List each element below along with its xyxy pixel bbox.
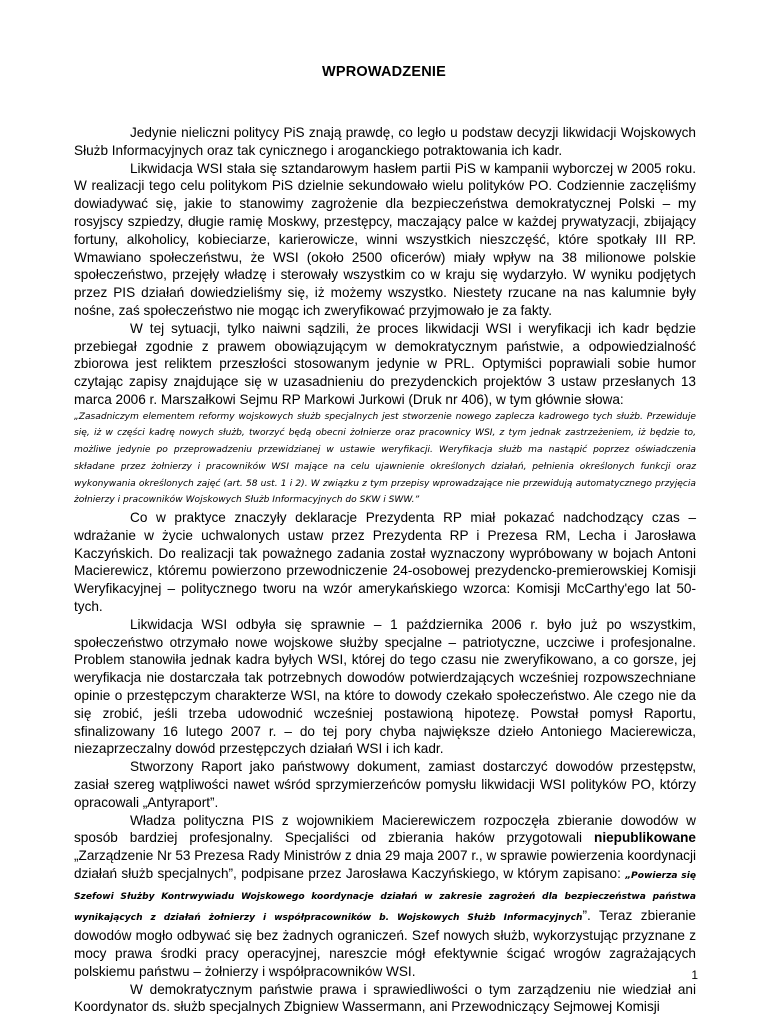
document-body <box>74 124 696 1016</box>
paragraph-3: W tej sytuacji, tylko naiwni sądzili, że proces likwidacji WSI i weryfikacji ich kadr będzie przebiegał zgodnie z prawem obowiązującym w demokratycznym państwie, a odpowiedzialność zbiorowa jest reliktem przeszłości stosowanym jedynie w PRL. Optymiści poprawiali sobie humor czytając zapisy znajdujące się w uzasadnieniu do prezydenckich projektów 3 ustaw przesłanych 13 marca 2006 r. Marszałkowi Sejmu RP Markowi Jurkowi (Druk nr 406), w tym głównie słowa: <box>74 320 696 407</box>
page-title: WPROWADZENIE <box>321 64 447 80</box>
paragraph-7-bold: niepublikowane <box>594 830 696 846</box>
paragraph-7-text-b: „Zarządzenie Nr 53 Prezesa Rady Ministrów z dnia 29 maja 2007 r., w sprawie powierzenia koordynacji działań służb specjalnych”, podpisane przez Jarosława Kaczyńskiego, w którym zapisano: <box>74 848 696 881</box>
paragraph-2: Likwidacja WSI stała się sztandarowym hasłem partii PiS w kampanii wyborczej w 2005 roku. W realizacji tego celu politykom PiS dzielnie sekundowało wielu polityków PO. Codziennie zaczęliśmy dowiadywać się, jakie to stanowimy zagrożenie dla bezpieczeństwa demokratycznej Polski – my rosyjscy szpiedzy, długie ramię Moskwy, przestępcy, maczający palce w każdej prywatyzacji, zbijający fortuny, alkoholicy, kobieciarze, karierowicze, winni wszystkich nieszczęść, które spotkały III RP. Wmawiano społeczeństwu, że WSI (około 2500 oficerów) miały wpływ na 38 milionowe polskie społeczeństwo, przejęły władzę i sterowały wszystkim co w kraju się wydarzyło. W wyniku podjętych przez PIS działań dowiedzieliśmy się, iż możemy wszystko. Niestety rzucane na nas kalumnie były nośne, zaś społeczeństwo nie mogąc ich zweryfikować przyjmowało je za fakty. <box>74 160 696 318</box>
paragraph-8: W demokratycznym państwie prawa i sprawiedliwości o tym zarządzeniu nie wiedział ani Koordynator ds. służb specjalnych Zbigniew Wassermann, ani Przewodniczący Sejmowej Komisji <box>74 981 696 1015</box>
paragraph-6: Stworzony Raport jako państwowy dokument, zamiast dostarczyć dowodów przestępstw, zasiał szereg wątpliwości nawet wśród sprzymierzeńców pomysłu likwidacji WSI polityków PO, którzy opracowali „Antyraport”. <box>74 759 696 810</box>
paragraph-5: Likwidacja WSI odbyła się sprawnie – 1 października 2006 r. było już po wszystkim, społeczeństwo otrzymało nowe wojskowe służby specjalne – patriotyczne, uczciwe i profesjonalne. Problem stanowiła jednak kadra byłych WSI, której do tego czasu nie zweryfikowano, a co gorsze, jej weryfikacja nie dostarczała tak potrzebnych dowodów potwierdzających wcześniej rozpowszechniane opinie o przestępczym charakterze WSI, na które to dowody czekało społeczeństwo. Ale czego nie da się zrobić, jeśli trzeba udowodnić wcześniej postawioną hipotezę. Powstał pomysł Raportu, sfinalizowany 16 lutego 2007 r. – do tej pory chyba największe dzieło Antoniego Macierewicza, niezaprzeczalny dowód przestępczych działań WSI i ich kadr. <box>74 616 696 757</box>
paragraph-7 <box>74 812 696 981</box>
paragraph-1: Jedynie nieliczni politycy PiS znają prawdę, co legło u podstaw decyzji likwidacji Wojskowych Służb Informacyjnych oraz tak cynicznego i aroganckiego potraktowania ich kadr. <box>74 125 696 158</box>
quote-block: „Zasadniczym elementem reformy wojskowych służb specjalnych jest stworzenie nowego zaplecza kadrowego tych służb. Przewiduje się, iż w części kadrę nowych służb, tworzyć będą obecni żołnierze oraz pracownicy WSI, z tym jednak zastrzeżeniem, iż będzie to, możliwe jedynie po przeprowadzeniu przewidzianej w ustawie weryfikacji. Weryfikacja służb ma nastąpić poprzez oświadczenia składane przez żołnierzy i pracowników WSI mające na celu ujawnienie określonych działań, pełnienia określonych funkcji oraz wykonywania określonych zajęć (art. 58 ust. 1 i 2). W związku z tym przepisy wprowadzające nie przewidują automatycznego przyjęcia żołnierzy i pracowników Wojskowych Służb Informacyjnych do SKW i SWW.” <box>74 411 696 506</box>
inline-quote: „Powierza się Szefowi Służby Kontrwywiadu Wojskowego koordynacje działań w zakresie zagrożeń dla bezpieczeństwa państwa wynikających z działań żołnierzy i współpracowników b. Wojskowych Służb Informacyjnych <box>74 870 697 923</box>
paragraph-4: Co w praktyce znaczyły deklaracje Prezydenta RP miał pokazać nadchodzący czas – wdrażanie w życie uchwalonych ustaw przez Prezydenta RP i Prezesa RM, Lecha i Jarosława Kaczyńskich. Do realizacji tak poważnego zadania został wyznaczony wypróbowany w bojach Antoni Macierewicz, któremu powierzono przewodniczenie 24-osobowej prezydencko-premierowskiej Komisji Weryfikacyjnej – politycznego tworu na wzór amerykańskiego wzorca: Komisji McCarthy'ego lat 50-tych. <box>74 509 696 614</box>
paragraph-7-text-c: ”. Teraz zbieranie dowodów mogło odbywać się bez żadnych ograniczeń. Szef nowych służb, wykorzystując przyznane z mocy prawa środki pracy operacyjnej, nareszcie mógł efektywnie ścigać wrogów zagrażających polskiemu państwu – żołnierzy i współpracowników WSI. <box>74 907 696 979</box>
page-number: 1 <box>691 968 698 982</box>
paragraph-7-text-a: Władza polityczna PIS z wojownikiem Macierewiczem rozpoczęła zbieranie dowodów w sposób bardziej profesjonalny. Specjaliści od zbierania haków przygotowali <box>74 812 696 846</box>
